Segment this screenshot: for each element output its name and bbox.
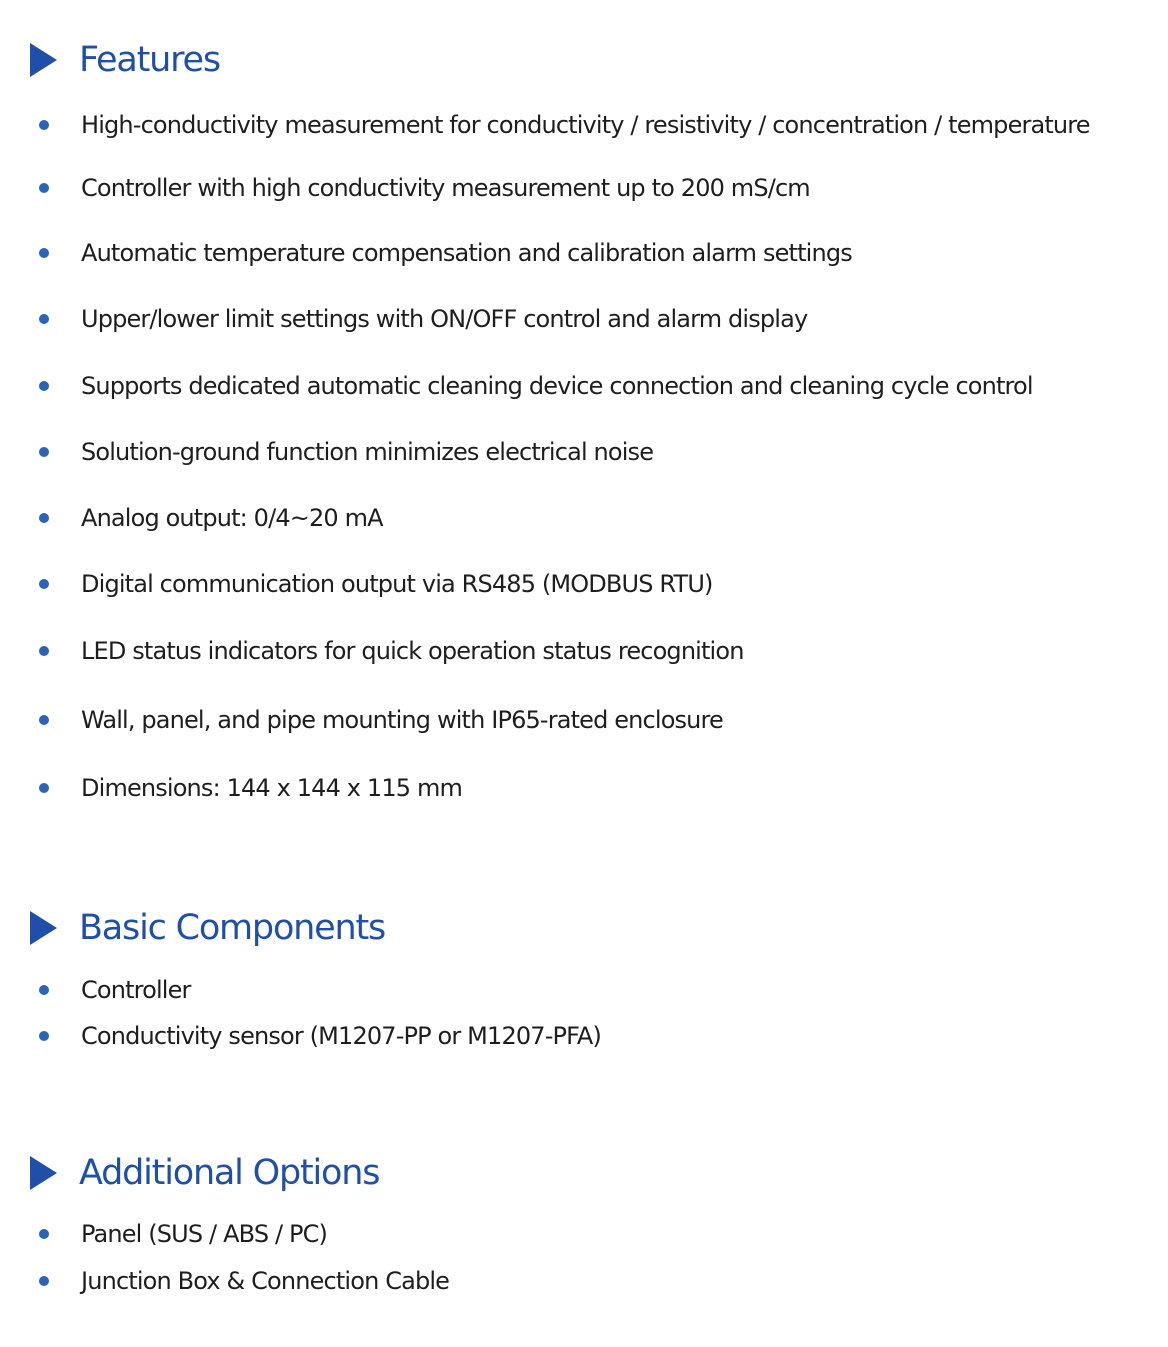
- features-item-text: Dimensions: 144 x 144 x 115 mm: [81, 774, 463, 802]
- list-item: [0, 1217, 1168, 1251]
- bullet-dot-icon: [39, 120, 49, 130]
- features-item-text: High-conductivity measurement for conductivity / resistivity / concentration / temperature: [81, 111, 1090, 139]
- list-item: [0, 1264, 1168, 1298]
- bullet-dot-icon: [39, 985, 49, 995]
- list-item: [0, 634, 1168, 668]
- features-item-text: Upper/lower limit settings with ON/OFF control and alarm display: [81, 305, 808, 333]
- triangle-right-icon: [30, 1156, 57, 1190]
- bullet-dot-icon: [39, 646, 49, 656]
- features-item-text: Supports dedicated automatic cleaning device connection and cleaning cycle control: [81, 372, 1033, 400]
- bullet-dot-icon: [39, 1276, 49, 1286]
- list-item: [0, 108, 1168, 142]
- bullet-dot-icon: [39, 513, 49, 523]
- features-heading: [30, 40, 220, 80]
- list-item: [0, 1019, 1168, 1053]
- triangle-right-icon: [30, 911, 57, 945]
- features-item-text: Automatic temperature compensation and calibration alarm settings: [81, 239, 852, 267]
- additional-options-heading: [30, 1153, 379, 1193]
- bullet-dot-icon: [39, 783, 49, 793]
- list-item: [0, 501, 1168, 535]
- features-item-text: Analog output: 0/4~20 mA: [81, 504, 383, 532]
- features-title: Features: [79, 40, 220, 80]
- bullet-dot-icon: [39, 447, 49, 457]
- basic-components-title: Basic Components: [79, 908, 386, 948]
- list-item: [0, 973, 1168, 1007]
- additional-options-item-text: Panel (SUS / ABS / PC): [81, 1220, 328, 1248]
- bullet-dot-icon: [39, 715, 49, 725]
- basic-components-item-text: Controller: [81, 976, 191, 1004]
- list-item: [0, 171, 1168, 205]
- bullet-dot-icon: [39, 1031, 49, 1041]
- features-item-text: Controller with high conductivity measurement up to 200 mS/cm: [81, 174, 810, 202]
- bullet-dot-icon: [39, 579, 49, 589]
- features-item-text: LED status indicators for quick operation status recognition: [81, 637, 744, 665]
- additional-options-item-text: Junction Box & Connection Cable: [81, 1267, 450, 1295]
- list-item: [0, 236, 1168, 270]
- list-item: [0, 302, 1168, 336]
- bullet-dot-icon: [39, 314, 49, 324]
- additional-options-title: Additional Options: [79, 1153, 380, 1193]
- list-item: [0, 567, 1168, 601]
- features-item-text: Digital communication output via RS485 (MODBUS RTU): [81, 570, 713, 598]
- bullet-dot-icon: [39, 381, 49, 391]
- bullet-dot-icon: [39, 248, 49, 258]
- bullet-dot-icon: [39, 183, 49, 193]
- list-item: [0, 369, 1168, 403]
- triangle-right-icon: [30, 43, 57, 77]
- features-item-text: Solution-ground function minimizes electrical noise: [81, 438, 654, 466]
- bullet-dot-icon: [39, 1229, 49, 1239]
- basic-components-heading: [30, 908, 385, 948]
- list-item: [0, 771, 1168, 805]
- features-item-text: Wall, panel, and pipe mounting with IP65-rated enclosure: [81, 706, 723, 734]
- basic-components-item-text: Conductivity sensor (M1207-PP or M1207-PFA): [81, 1022, 601, 1050]
- list-item: [0, 703, 1168, 737]
- list-item: [0, 435, 1168, 469]
